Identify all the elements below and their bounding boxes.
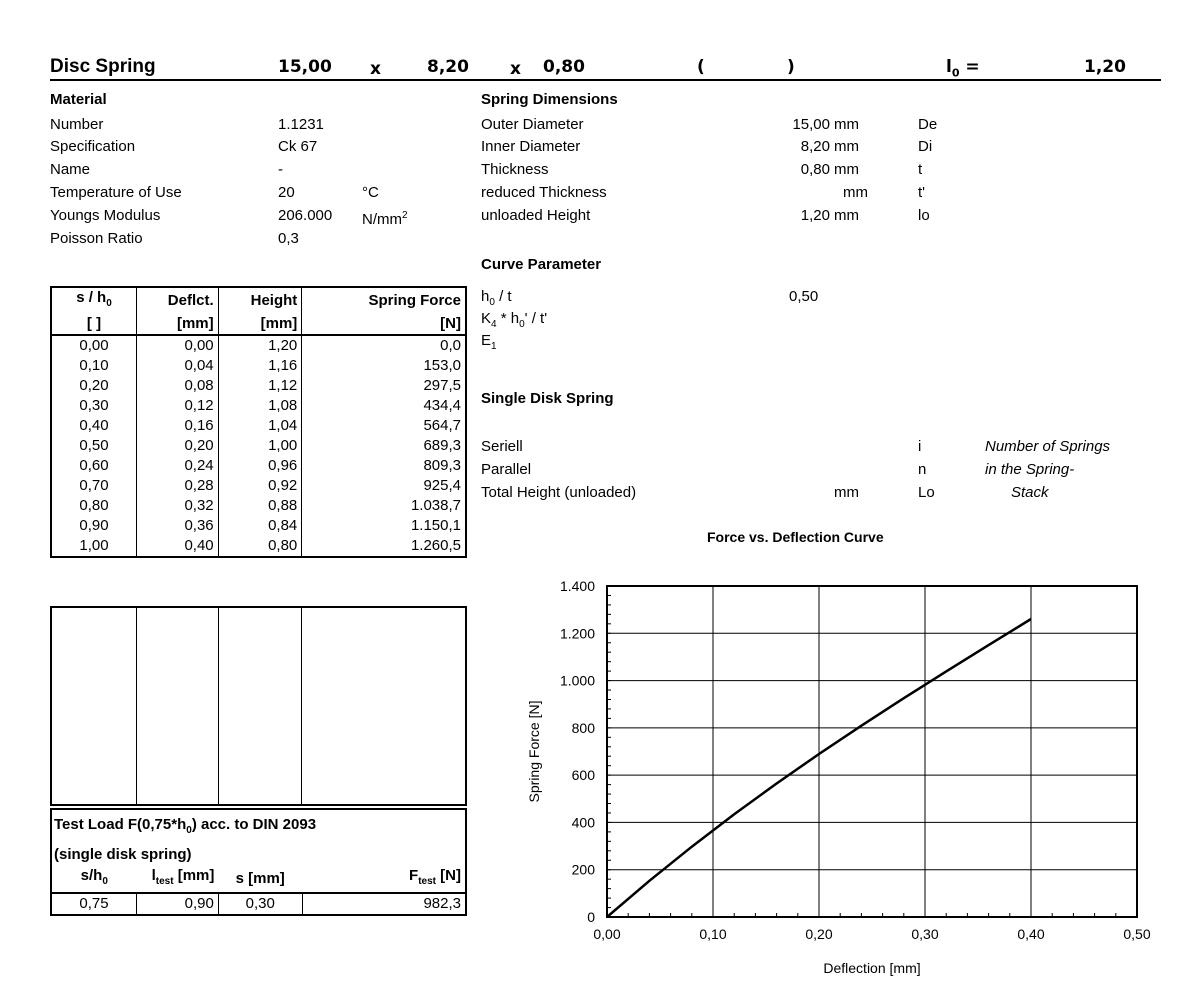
cell-s-h0: 0,20 [51, 376, 136, 396]
header-times-1: x [370, 59, 381, 79]
material-label: Poisson Ratio [50, 230, 143, 247]
material-label: Youngs Modulus [50, 207, 161, 224]
chart-title: Force vs. Deflection Curve [707, 529, 884, 545]
cell-height: 0,88 [218, 496, 302, 516]
cell-spring-force: 0,0 [440, 337, 461, 354]
dimension-label: Outer Diameter [481, 116, 584, 133]
cell-deflection: 0,28 [136, 476, 218, 496]
single-disk-symbol: i [918, 438, 922, 455]
cell-s-h0: 0,10 [51, 356, 136, 376]
cell-deflection: 0,16 [136, 416, 218, 436]
header-paren-open: ( [697, 57, 705, 77]
test-value-s-h0: 0,75 [51, 893, 137, 915]
cell-s-h0: 0,30 [51, 396, 136, 416]
y-tick-label: 800 [571, 719, 595, 736]
x-axis-label: Deflection [mm] [823, 960, 921, 976]
dimension-unit: mm [834, 207, 859, 224]
material-unit: °C [362, 184, 379, 201]
curve-param-e1-label: $E_1$ [481, 332, 497, 352]
curve-param-k4-label: $K_4 * h_0'$ / t' [481, 310, 548, 330]
cell-spring-force: 925,4 [423, 477, 461, 494]
header-l0-label: $l_0$ = [946, 57, 980, 80]
header-paren-close: ) [787, 57, 795, 77]
dimension-unit: mm [834, 116, 859, 133]
cell-height: 0,80 [218, 536, 302, 557]
test-load-subtitle: (single disk spring) [54, 846, 192, 863]
dimension-unit: mm [843, 184, 868, 201]
cell-deflection: 0,12 [136, 396, 218, 416]
curve-param-h0t-value: 0,50 [789, 288, 819, 305]
cell-spring-force: 153,0 [423, 357, 461, 374]
cell-deflection: 0,32 [136, 496, 218, 516]
dimensions-heading: Spring Dimensions [481, 91, 618, 108]
single-disk-note: in the Spring- [985, 461, 1075, 478]
cell-deflection: 0,04 [136, 356, 218, 376]
x-tick-label: 0,00 [593, 926, 621, 942]
cell-spring-force: 1.038,7 [410, 497, 461, 514]
dimension-label: Thickness [481, 161, 549, 178]
test-col-s: s [mm] [235, 870, 285, 887]
dimension-unit: mm [834, 138, 859, 155]
cell-deflection: 0,20 [136, 436, 218, 456]
header-times-2: x [510, 59, 521, 79]
cell-spring-force: 297,5 [423, 377, 461, 394]
y-axis-label: Spring Force [N] [526, 700, 542, 803]
cell-s-h0: 0,40 [51, 416, 136, 436]
col-header-deflection: Deflct. [136, 287, 218, 314]
dimension-unit: mm [834, 161, 859, 178]
dimension-value: 15,00 [792, 116, 830, 133]
test-col-s-h0: $s/h_0$ [80, 867, 108, 887]
cell-s-h0: 0,90 [51, 516, 136, 536]
cell-deflection: 0,00 [136, 335, 218, 356]
test-col-ftest: $F_{test}$ [N] [409, 867, 461, 887]
doc-title: Disc Spring [50, 56, 156, 77]
dimension-symbol: lo [918, 207, 930, 224]
col-header-spring-force: Spring Force [368, 292, 461, 309]
cell-s-h0: 0,60 [51, 456, 136, 476]
cell-height: 1,04 [218, 416, 302, 436]
cell-s-h0: 0,70 [51, 476, 136, 496]
test-load-title: Test Load $F(0,75*h_0)$ acc. to DIN 2093 [54, 816, 317, 836]
x-tick-label: 0,30 [911, 926, 939, 942]
test-value-ftest: 982,3 [423, 895, 461, 912]
test-col-ltest: $l_{test}$ [mm] [151, 867, 215, 887]
material-label: Name [50, 161, 91, 178]
cell-height: 1,20 [218, 335, 302, 356]
dimension-value: 8,20 [800, 138, 830, 155]
cell-s-h0: 0,80 [51, 496, 136, 516]
dimension-symbol: t [918, 161, 923, 178]
plot-frame [607, 586, 1137, 917]
cell-s-h0: 1,00 [51, 536, 136, 557]
y-tick-label: 0 [587, 909, 595, 925]
single-disk-unit: mm [834, 484, 859, 501]
y-tick-label: 1.400 [559, 578, 595, 594]
dimension-label: unloaded Height [481, 207, 591, 224]
dimension-value: 0,80 [800, 161, 830, 178]
material-label: Temperature of Use [50, 184, 182, 201]
test-value-s: 0,30 [218, 893, 302, 915]
material-value: 1.1231 [278, 116, 324, 133]
cell-s-h0: 0,00 [51, 335, 136, 356]
material-value: 0,3 [278, 230, 299, 247]
y-tick-label: 200 [571, 861, 595, 878]
material-label: Number [50, 116, 104, 133]
header-inner-diameter: 8,20 [427, 57, 469, 77]
single-disk-heading: Single Disk Spring [481, 390, 614, 407]
x-tick-label: 0,10 [699, 926, 727, 942]
cell-height: 1,00 [218, 436, 302, 456]
y-tick-label: 1.200 [559, 625, 595, 642]
single-disk-label: Total Height (unloaded) [481, 484, 637, 501]
cell-height: 1,16 [218, 356, 302, 376]
material-label: Specification [50, 138, 136, 155]
single-disk-note: Stack [1011, 484, 1049, 501]
material-value: 20 [278, 184, 295, 201]
cell-spring-force: 434,4 [423, 397, 461, 414]
dimension-symbol: t' [918, 184, 926, 201]
test-value-ltest: 0,90 [137, 893, 219, 915]
cell-deflection: 0,24 [136, 456, 218, 476]
cell-spring-force: 689,3 [423, 437, 461, 454]
cell-deflection: 0,40 [136, 536, 218, 557]
cell-height: 0,92 [218, 476, 302, 496]
material-value: Ck 67 [278, 138, 318, 155]
dimension-label: reduced Thickness [481, 184, 607, 201]
cell-spring-force: 1.150,1 [410, 517, 461, 534]
unit-s-h0: [ ] [51, 314, 136, 335]
curve-param-h0t-label: $h_0$ / t [481, 288, 512, 308]
dimension-label: Inner Diameter [481, 138, 581, 155]
single-disk-symbol: n [918, 461, 927, 478]
x-tick-label: 0,20 [805, 926, 833, 942]
curve-param-heading: Curve Parameter [481, 256, 602, 273]
material-unit: $N/mm^2$ [362, 210, 408, 228]
single-disk-note: Number of Springs [985, 438, 1111, 455]
cell-height: 0,96 [218, 456, 302, 476]
material-heading: Material [50, 91, 107, 108]
dimension-value: 1,20 [800, 207, 830, 224]
unit-height: [mm] [218, 314, 302, 335]
cell-deflection: 0,08 [136, 376, 218, 396]
header-thickness: 0,80 [543, 57, 585, 77]
x-tick-label: 0,40 [1017, 926, 1045, 942]
cell-height: 0,84 [218, 516, 302, 536]
material-value: 206.000 [278, 207, 333, 224]
cell-height: 1,08 [218, 396, 302, 416]
x-tick-label: 0,50 [1123, 926, 1151, 942]
single-disk-label: Seriell [481, 438, 523, 455]
material-value: - [278, 161, 283, 178]
cell-height: 1,12 [218, 376, 302, 396]
y-tick-label: 600 [571, 767, 595, 784]
cell-s-h0: 0,50 [51, 436, 136, 456]
cell-spring-force: 1.260,5 [410, 537, 461, 554]
y-tick-label: 1.000 [559, 672, 595, 689]
y-tick-label: 400 [571, 814, 595, 831]
header-l0-value: 1,20 [1084, 57, 1126, 77]
cell-deflection: 0,36 [136, 516, 218, 536]
cell-spring-force: 809,3 [423, 457, 461, 474]
col-header-s-h0: s / $h_0$ [51, 287, 136, 314]
header-outer-diameter: 15,00 [278, 57, 332, 77]
unit-spring-force: [N] [440, 315, 461, 332]
cell-spring-force: 564,7 [423, 417, 461, 434]
single-disk-symbol: Lo [918, 484, 935, 501]
dimension-symbol: Di [918, 138, 933, 155]
col-header-height: Height [218, 287, 302, 314]
dimension-symbol: De [918, 116, 938, 133]
unit-deflection: [mm] [136, 314, 218, 335]
single-disk-label: Parallel [481, 461, 532, 478]
